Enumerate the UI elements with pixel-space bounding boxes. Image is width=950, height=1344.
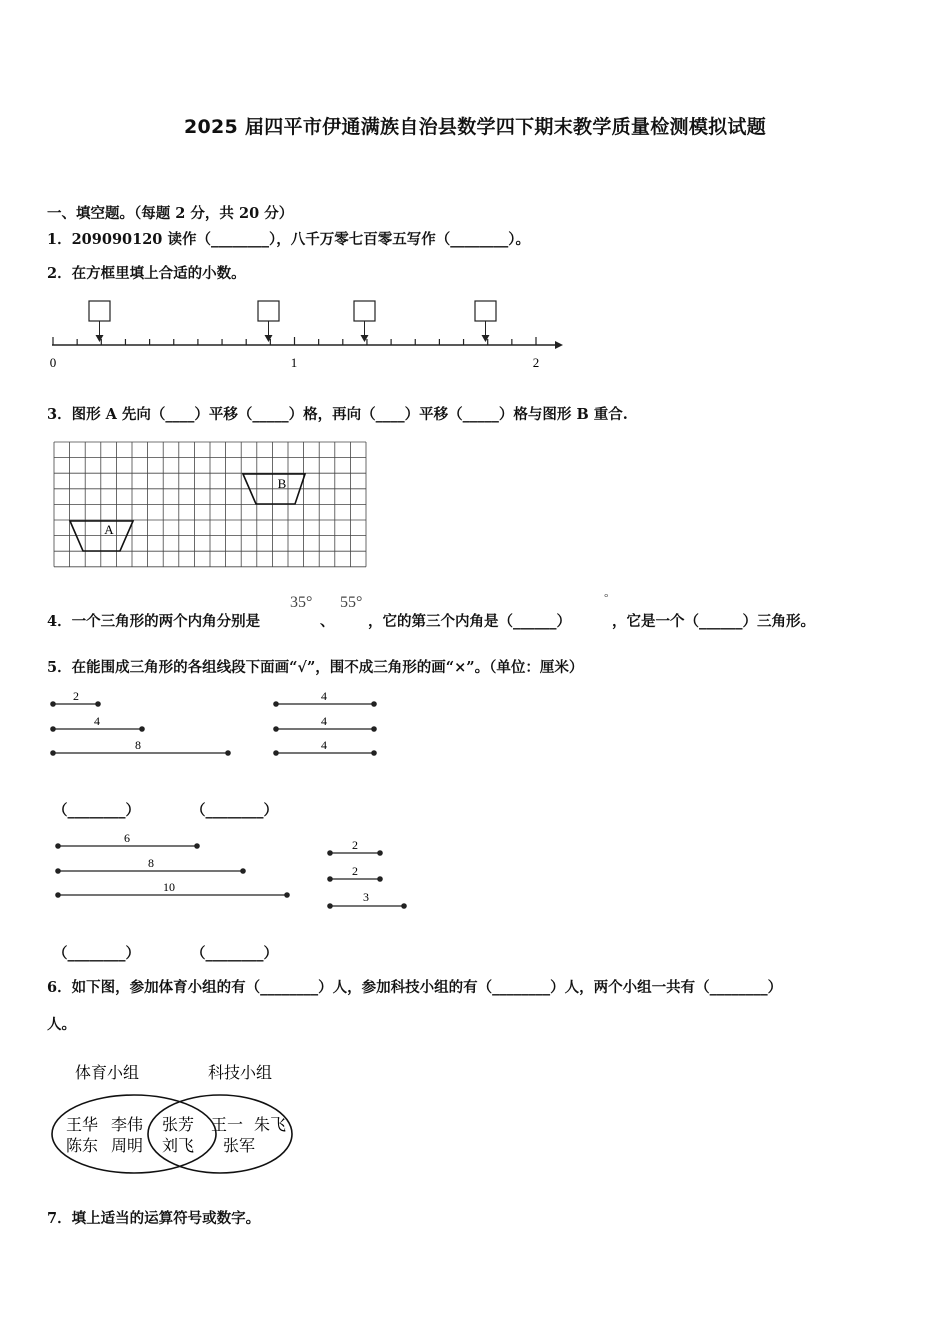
- page-title: 2025 届四平市伊通满族自治县数学四下期末教学质量检测模拟试题: [183, 116, 767, 138]
- section-heading: 一、填空题。（每题 2 分，共 20 分）: [47, 205, 294, 222]
- segment-label: 4: [321, 689, 327, 703]
- answer-blank-4[interactable]: （________）: [191, 945, 278, 962]
- question-2: 2．在方框里填上合适的小数。: [47, 265, 246, 282]
- segment-label: 2: [352, 864, 358, 878]
- shape-b-label: B: [277, 476, 287, 491]
- segment-label: 2: [73, 689, 79, 703]
- segment-group-2: [268, 686, 388, 761]
- venn-name: 朱飞: [254, 1115, 287, 1134]
- venn-name: 陈东: [66, 1136, 99, 1155]
- answer-box-2[interactable]: [258, 301, 279, 342]
- question-4-part1: 4．一个三角形的两个内角分别是: [47, 613, 261, 630]
- venn-diagram: [45, 1050, 305, 1190]
- answer-box-4[interactable]: [475, 301, 496, 342]
- angle-55: 55°: [340, 594, 363, 611]
- question-7: 7．填上适当的运算符号或数字。: [47, 1210, 261, 1227]
- answer-box-3[interactable]: [354, 301, 375, 342]
- question-4-sep: 、: [320, 613, 335, 630]
- segment-label: 3: [363, 890, 369, 904]
- label-2: 2: [532, 355, 540, 370]
- label-0: 0: [49, 355, 57, 370]
- segment-label: 4: [321, 738, 327, 752]
- segment-label: 8: [148, 856, 154, 870]
- segment-label: 2: [352, 838, 358, 852]
- answer-box-1[interactable]: [89, 301, 110, 342]
- label-1: 1: [290, 355, 298, 370]
- segment-group-1: [45, 686, 245, 761]
- segment-label: 4: [94, 714, 100, 728]
- venn-name: 王一: [211, 1115, 244, 1134]
- venn-name: 李伟: [111, 1115, 144, 1134]
- venn-name: 周明: [111, 1136, 144, 1155]
- venn-right-title: 科技小组: [207, 1063, 273, 1082]
- answer-blank-1[interactable]: （________）: [53, 802, 140, 819]
- grid-figure: [52, 440, 372, 570]
- segment-group-4: [322, 835, 417, 915]
- shape-a-label: A: [104, 522, 114, 537]
- venn-left-title: 体育小组: [74, 1063, 140, 1082]
- answer-blank-2[interactable]: （________）: [191, 802, 278, 819]
- question-6: 6．如下图，参加体育小组的有（________）人，参加科技小组的有（________）人，两个小组一共有（________）: [47, 979, 783, 996]
- segment-label: 6: [124, 831, 130, 845]
- question-3: 3．图形 A 先向（____）平移（_____）格，再向（____）平移（_____）格与图形 B 重合.: [47, 406, 628, 423]
- venn-name: 王华: [66, 1115, 99, 1134]
- number-line-figure: [40, 295, 570, 375]
- question-4-part2: ，它的第三个内角是（______）: [368, 613, 571, 630]
- question-5: 5．在能围成三角形的各组线段下面画“√”，围不成三角形的画“×”。（单位：厘米）: [47, 659, 584, 676]
- segment-label: 10: [163, 880, 175, 894]
- segment-label: 4: [321, 714, 327, 728]
- venn-right-circle: [148, 1095, 292, 1173]
- answer-blank-3[interactable]: （________）: [53, 945, 140, 962]
- venn-left-circle: [52, 1095, 216, 1173]
- venn-name: 张军: [223, 1136, 256, 1155]
- segment-label: 8: [135, 738, 141, 752]
- segment-group-3: [50, 828, 300, 903]
- question-4-part3: ，它是一个（______）三角形。: [612, 613, 815, 630]
- degree-sign: °: [604, 592, 609, 604]
- venn-name: 刘飞: [162, 1136, 195, 1155]
- question-6-cont: 人。: [47, 1016, 76, 1033]
- venn-name: 张芳: [162, 1115, 195, 1134]
- angle-35: 35°: [290, 594, 313, 611]
- question-1: 1．209090120 读作（________），八千万零七百零五写作（________）。: [47, 231, 530, 248]
